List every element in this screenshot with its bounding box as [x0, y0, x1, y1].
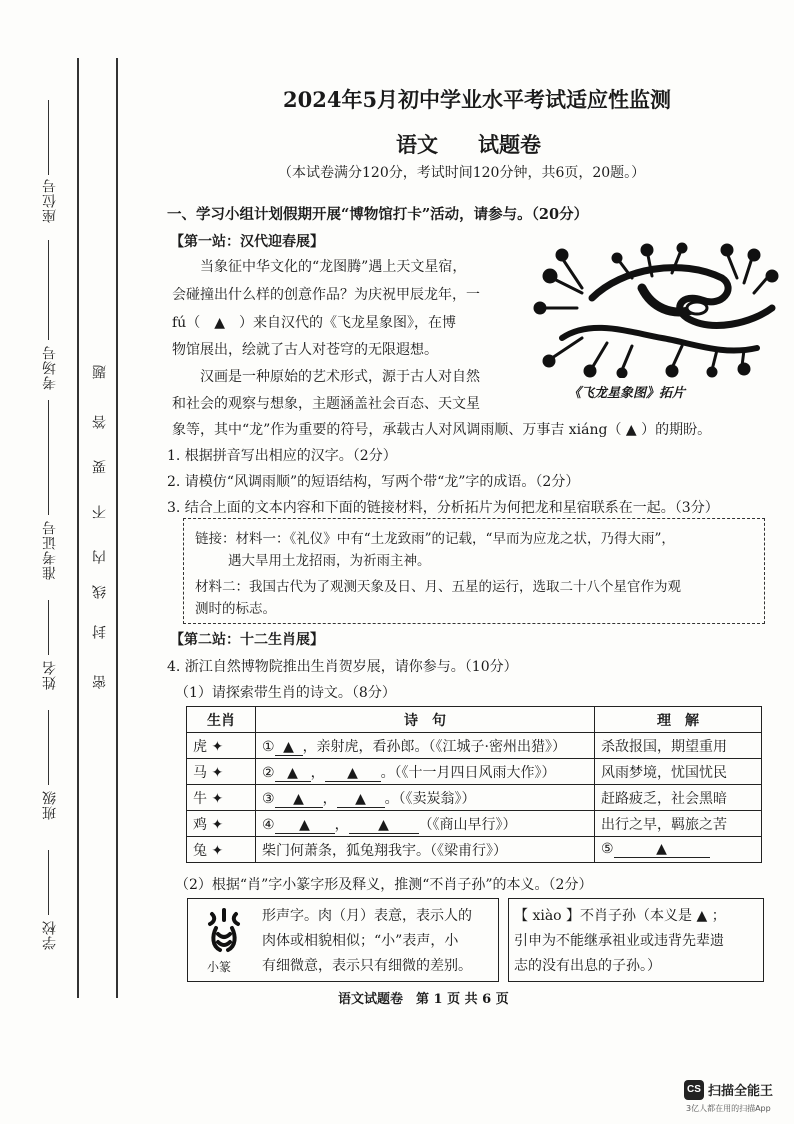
- link-material-line: 测时的标志。: [195, 601, 276, 617]
- seal-char: 封: [92, 625, 108, 639]
- station-2-heading: 【第二站：十二生肖展】: [170, 632, 324, 648]
- meaning-cell: 杀敌报国，期望重用: [595, 733, 762, 759]
- question-4-2: （2）根据“肖”字小篆字形及释义，推测“不肖子孙”的本义。（2分）: [175, 877, 593, 893]
- seal-char: 线: [92, 585, 108, 599]
- question-4-1: （1）请探索带生肖的诗文。（8分）: [175, 685, 396, 701]
- poem-cell: 柴门何萧条，狐兔翔我宇。（《梁甫行》）: [256, 837, 595, 863]
- answer-blank[interactable]: ▲: [337, 791, 385, 808]
- question-1: 1. 根据拼音写出相应的汉字。（2分）: [167, 448, 397, 464]
- binding-line-outer: [77, 58, 79, 998]
- page-footer: 语文试题卷 第 1 页 共 6 页: [338, 992, 509, 1007]
- answer-blank[interactable]: ▲: [614, 841, 710, 858]
- paragraph-line: 会碰撞出什么样的创意作品？为庆祝甲辰龙年，一: [172, 287, 480, 303]
- answer-blank[interactable]: ▲: [275, 817, 335, 834]
- link-material-line: 遇大旱用土龙招雨，为祈雨主神。: [228, 553, 431, 569]
- paragraph-line: 和社会的观察与想象，主题涵盖社会百态、天文星: [172, 396, 480, 412]
- answer-blank[interactable]: ▲: [275, 765, 311, 782]
- station-1-heading: 【第一站：汉代迎春展】: [170, 234, 324, 250]
- flying-dragon-rubbing-image: [522, 238, 784, 378]
- name-label: 姓名: [42, 660, 58, 690]
- question-2: 2. 请模仿“风调雨顺”的短语结构，写两个带“龙”字的成语。（2分）: [167, 474, 580, 490]
- question-3: 3. 结合上面的文本内容和下面的链接材料，分析拓片为何把龙和星宿联系在一起。（3分）: [167, 500, 719, 516]
- scanner-tagline: 3亿人都在用的扫描App: [686, 1104, 771, 1113]
- poem-cell: ④ ▲ ， ▲ （《商山早行》）: [256, 811, 595, 837]
- admission-number-line: [48, 400, 49, 515]
- poem-cell: ① ▲ ，亲射虎，看孙郎。（《江城子·密州出猎》）: [256, 733, 595, 759]
- meaning-cell: 赶路疲乏，社会黑暗: [595, 785, 762, 811]
- paragraph-line: 象等，其中“龙”作为重要的符号，承载古人对风调雨顺、万事吉 xiáng（ ▲ ）的期盼。: [172, 422, 712, 438]
- horse-icon: ✦: [207, 764, 224, 781]
- answer-blank[interactable]: ▲: [349, 817, 419, 834]
- exam-title: 2024年5月初中学业水平考试适应性监测: [283, 87, 672, 112]
- seal-char: 题: [92, 365, 108, 379]
- table-row: [187, 837, 762, 863]
- image-caption: 《飞龙星象图》拓片: [568, 386, 686, 401]
- zodiac-cell: 牛 ✦: [187, 785, 256, 811]
- meaning-cell: ⑤ ▲: [595, 837, 762, 863]
- rooster-icon: ✦: [207, 816, 224, 833]
- link-material-text: 链接：材料一：《礼仪》中有“土龙致雨”的记载，“早而为应龙之状，乃得大雨”，: [195, 531, 675, 547]
- answer-blank[interactable]: ▲: [275, 739, 303, 756]
- seal-char: 答: [92, 415, 108, 429]
- answer-blank[interactable]: ▲: [275, 791, 323, 808]
- answer-line: 【 xiào 】不肖子孙（本义是 ▲ ；: [514, 908, 726, 924]
- col-header-zodiac: 生肖: [187, 707, 256, 733]
- poem-cell: ③ ▲ ， ▲ 。（《卖炭翁》）: [256, 785, 595, 811]
- zodiac-cell: 鸡 ✦: [187, 811, 256, 837]
- answer-line: 志的没有出息的子孙。）: [514, 958, 661, 974]
- paragraph-line: 物馆展出，绘就了古人对苍穹的无限遐想。: [172, 342, 438, 358]
- xiao-seal-character-image: [200, 906, 248, 954]
- col-header-poem: 诗 句: [256, 707, 595, 733]
- explanation-line: 有细微意，表示只有细微的差别。: [262, 958, 472, 974]
- paper-title: 试题卷: [478, 132, 541, 157]
- zodiac-cell: 兔 ✦: [187, 837, 256, 863]
- paragraph-line: 当象征中华文化的“龙图腾”遇上天文星宿，: [200, 259, 467, 275]
- seal-char: 密: [92, 675, 108, 689]
- class-label: 班级: [42, 790, 58, 820]
- poem-cell: ② ▲ ， ▲ 。（《十一月四日风雨大作》）: [256, 759, 595, 785]
- seal-char: 内: [92, 550, 108, 564]
- col-header-meaning: 理 解: [595, 707, 762, 733]
- class-line: [48, 710, 49, 785]
- subject-title: 语文: [396, 132, 438, 157]
- seal-char: 不: [92, 505, 108, 519]
- scanner-logo-icon: CS: [684, 1080, 704, 1100]
- table-row: [187, 733, 762, 759]
- explanation-line: 形声字。肉（月）表意，表示人的: [262, 908, 472, 924]
- meaning-cell: 风雨梦境，忧国忧民: [595, 759, 762, 785]
- school-line: [48, 850, 49, 915]
- rabbit-icon: ✦: [207, 842, 224, 859]
- name-line: [48, 600, 49, 655]
- table-row: [187, 759, 762, 785]
- scanner-brand: 扫描全能王: [708, 1084, 774, 1099]
- school-label: 学校: [42, 920, 58, 950]
- admission-number-label: 准考证号: [42, 520, 58, 580]
- link-material-line: [195, 528, 675, 550]
- ox-icon: ✦: [207, 790, 224, 807]
- seal-label: 小篆: [207, 960, 232, 974]
- zodiac-cell: 虎 ✦: [187, 733, 256, 759]
- answer-line: 引申为不能继承祖业或违背先辈遗: [514, 933, 724, 949]
- exam-room-label: 考场号: [42, 345, 58, 390]
- answer-blank[interactable]: ▲: [325, 765, 381, 782]
- exam-info: （本试卷满分120分，考试时间120分钟，共6页，20题。）: [278, 165, 646, 181]
- seat-number-label: 座位号: [42, 178, 58, 223]
- binding-line-inner: [116, 58, 118, 998]
- section-heading: 一、学习小组计划假期开展“博物馆打卡”活动，请参与。（20分）: [167, 206, 589, 223]
- exam-room-line: [48, 240, 49, 340]
- table-row: [187, 811, 762, 837]
- seat-number-line: [48, 100, 49, 175]
- paragraph-line: fú（ ▲ ）来自汉代的《飞龙星象图》，在博: [172, 315, 456, 331]
- tiger-icon: ✦: [207, 738, 224, 755]
- paragraph-line: 汉画是一种原始的艺术形式，源于古人对自然: [200, 369, 480, 385]
- table-header-row: [187, 707, 762, 733]
- explanation-line: 肉体或相貌相似；“小”表声，小: [262, 933, 459, 949]
- zodiac-poem-table: [186, 706, 762, 863]
- seal-char: 要: [92, 460, 108, 474]
- zodiac-cell: 马 ✦: [187, 759, 256, 785]
- link-material-line: 材料二：我国古代为了观测天象及日、月、五星的运行，选取二十八个星官作为观: [195, 579, 681, 595]
- table-row: [187, 785, 762, 811]
- question-4: 4. 浙江自然博物院推出生肖贺岁展，请你参与。（10分）: [167, 659, 518, 675]
- meaning-cell: 出行之早，羁旅之苦: [595, 811, 762, 837]
